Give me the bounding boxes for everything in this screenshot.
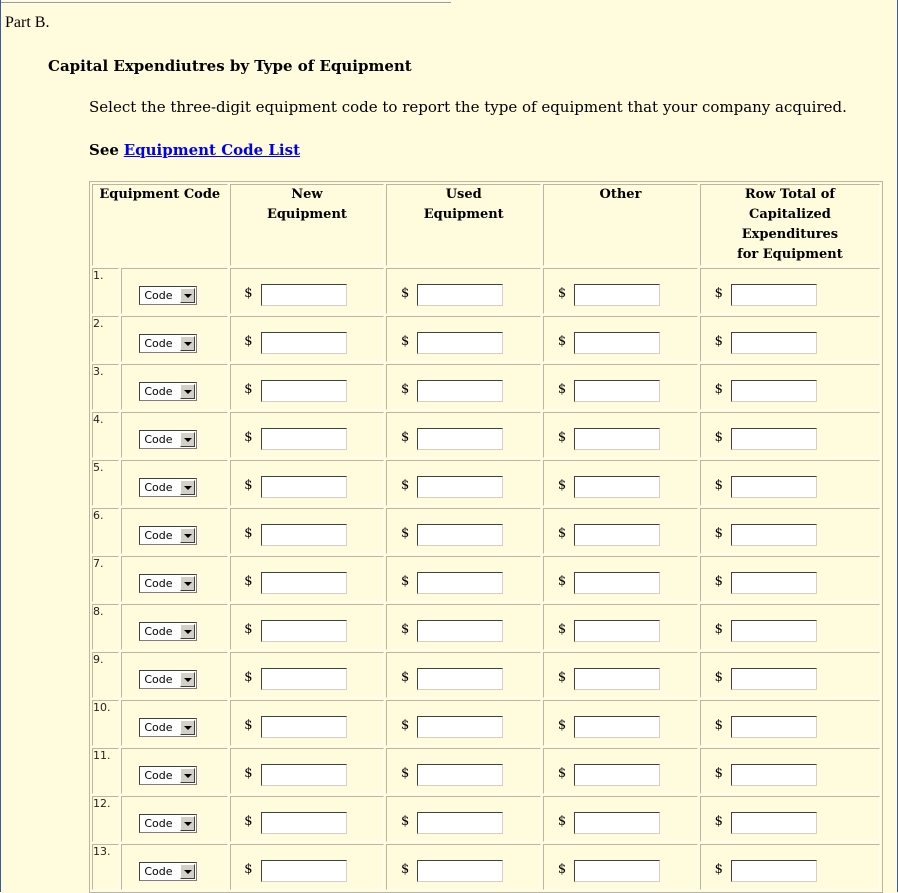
code-cell: [121, 844, 227, 890]
other-cell: [543, 604, 698, 650]
row-total-input[interactable]: [731, 620, 817, 642]
code-cell: [121, 748, 227, 794]
chevron-down-icon[interactable]: [180, 816, 195, 831]
table-row: [92, 508, 880, 554]
used-equipment-input[interactable]: [417, 428, 503, 450]
used-equipment-cell: [386, 748, 541, 794]
row-total-input[interactable]: [731, 428, 817, 450]
other-cell: [543, 796, 698, 842]
other-cell: [543, 316, 698, 362]
table-row: [92, 556, 880, 602]
table-row: [92, 700, 880, 746]
row-total-cell: [700, 412, 880, 458]
row-total-cell: [700, 364, 880, 410]
select-value: Code: [144, 288, 173, 302]
code-cell: [121, 700, 227, 746]
dollar-sign: $: [714, 621, 723, 637]
dollar-sign: $: [557, 573, 567, 589]
dollar-sign: $: [244, 573, 253, 589]
table-row: [92, 268, 880, 314]
used-equipment-input[interactable]: [417, 860, 503, 882]
header-code-text: Equipment Code: [99, 187, 221, 202]
select-value: Code: [144, 384, 173, 398]
header-used-line1: Used: [445, 187, 482, 202]
new-equipment-cell: [230, 508, 385, 554]
other-input[interactable]: [574, 716, 660, 738]
new-equipment-input[interactable]: [261, 572, 347, 594]
dollar-sign: $: [244, 717, 253, 733]
new-equipment-cell: [230, 604, 385, 650]
new-equipment-input[interactable]: [261, 284, 347, 306]
row-total-cell: [700, 844, 880, 890]
other-cell: [543, 508, 698, 554]
chevron-down-icon[interactable]: [180, 336, 195, 351]
new-equipment-cell: [230, 316, 385, 362]
table-row: [92, 364, 880, 410]
dollar-sign: $: [244, 621, 253, 637]
code-cell: [121, 556, 227, 602]
other-cell: [543, 556, 698, 602]
used-equipment-cell: [386, 412, 541, 458]
other-input[interactable]: [574, 812, 660, 834]
row-total-input[interactable]: [731, 332, 817, 354]
other-cell: [543, 652, 698, 698]
chevron-down-icon[interactable]: [180, 576, 195, 591]
row-number: 5.: [92, 460, 119, 506]
top-divider: [1, 2, 451, 4]
dollar-sign: $: [244, 861, 253, 877]
dollar-sign: $: [401, 861, 410, 877]
row-total-cell: [700, 748, 880, 794]
code-cell: [121, 364, 227, 410]
used-equipment-input[interactable]: [417, 620, 503, 642]
chevron-down-icon[interactable]: [180, 672, 195, 687]
row-number: 13.: [92, 844, 119, 890]
other-input[interactable]: [574, 860, 660, 882]
dollar-sign: $: [244, 813, 253, 829]
dollar-sign: $: [714, 717, 723, 733]
row-number: 2.: [92, 316, 119, 362]
dollar-sign: $: [714, 765, 723, 781]
row-number: 8.: [92, 604, 119, 650]
table-body: [92, 268, 880, 890]
dollar-sign: $: [401, 621, 410, 637]
select-value: Code: [144, 336, 173, 350]
see-prefix: See: [89, 141, 119, 159]
header-new-line1: New: [291, 187, 323, 202]
row-number: 1.: [92, 268, 119, 314]
chevron-down-icon[interactable]: [180, 528, 195, 543]
dollar-sign: $: [401, 669, 410, 685]
used-equipment-input[interactable]: [417, 716, 503, 738]
equipment-code-select[interactable]: [139, 670, 197, 689]
other-cell: [543, 412, 698, 458]
other-input[interactable]: [574, 764, 660, 786]
equipment-code-select[interactable]: [139, 286, 197, 305]
new-equipment-input[interactable]: [261, 524, 347, 546]
dollar-sign: $: [714, 861, 723, 877]
dollar-sign: $: [714, 813, 723, 829]
row-number: 6.: [92, 508, 119, 554]
select-value: Code: [144, 672, 173, 686]
table-row: [92, 844, 880, 890]
new-equipment-input[interactable]: [261, 860, 347, 882]
new-equipment-input[interactable]: [261, 812, 347, 834]
other-input[interactable]: [574, 332, 660, 354]
code-cell: [121, 796, 227, 842]
row-total-cell: [700, 796, 880, 842]
row-total-input[interactable]: [731, 764, 817, 786]
code-cell: [121, 460, 227, 506]
header-equipment-code: [92, 184, 228, 266]
new-equipment-cell: [230, 460, 385, 506]
header-other-text: Other: [599, 187, 642, 202]
chevron-down-icon[interactable]: [180, 480, 195, 495]
dollar-sign: $: [401, 477, 410, 493]
select-value: Code: [144, 864, 173, 878]
new-equipment-cell: [230, 556, 385, 602]
table-row: [92, 652, 880, 698]
used-equipment-input[interactable]: [417, 476, 503, 498]
new-equipment-cell: [230, 844, 385, 890]
other-input[interactable]: [574, 428, 660, 450]
used-equipment-input[interactable]: [417, 380, 503, 402]
table-row: [92, 316, 880, 362]
equipment-code-select[interactable]: [139, 574, 197, 593]
dollar-sign: $: [401, 573, 410, 589]
select-value: Code: [144, 768, 173, 782]
other-input[interactable]: [574, 476, 660, 498]
header-other: [543, 184, 698, 266]
other-input[interactable]: [574, 572, 660, 594]
dollar-sign: $: [401, 717, 410, 733]
used-equipment-cell: [386, 604, 541, 650]
used-equipment-cell: [386, 556, 541, 602]
row-number: 7.: [92, 556, 119, 602]
new-equipment-cell: [230, 364, 385, 410]
select-value: Code: [144, 576, 173, 590]
row-total-input[interactable]: [731, 380, 817, 402]
code-cell: [121, 412, 227, 458]
dollar-sign: $: [401, 813, 410, 829]
new-equipment-cell: [230, 268, 385, 314]
row-total-input[interactable]: [731, 284, 817, 306]
used-equipment-cell: [386, 364, 541, 410]
used-equipment-cell: [386, 316, 541, 362]
select-value: Code: [144, 528, 173, 542]
new-equipment-cell: [230, 700, 385, 746]
dollar-sign: $: [557, 429, 567, 445]
row-total-cell: [700, 268, 880, 314]
other-input[interactable]: [574, 524, 660, 546]
equipment-code-select[interactable]: [139, 382, 197, 401]
dollar-sign: $: [401, 765, 410, 781]
dollar-sign: $: [714, 333, 723, 349]
header-total-line3: for Equipment: [737, 247, 843, 262]
chevron-down-icon[interactable]: [180, 720, 195, 735]
row-number: 3.: [92, 364, 119, 410]
other-cell: [543, 268, 698, 314]
dollar-sign: $: [244, 765, 253, 781]
new-equipment-cell: [230, 652, 385, 698]
header-row: [92, 184, 880, 266]
dollar-sign: $: [714, 669, 723, 685]
header-used-equipment: [386, 184, 541, 266]
new-equipment-input[interactable]: [261, 476, 347, 498]
header-total-line1: Row Total of: [744, 187, 836, 202]
select-value: Code: [144, 480, 173, 494]
header-new-line2: Equipment: [266, 207, 347, 222]
dollar-sign: $: [557, 621, 567, 637]
dollar-sign: $: [557, 861, 567, 877]
code-cell: [121, 652, 227, 698]
dollar-sign: $: [401, 429, 410, 445]
used-equipment-input[interactable]: [417, 572, 503, 594]
used-equipment-input[interactable]: [417, 812, 503, 834]
code-cell: [121, 268, 227, 314]
header-used-line2: Equipment: [423, 207, 504, 222]
equipment-code-select[interactable]: [139, 430, 197, 449]
row-total-input[interactable]: [731, 716, 817, 738]
select-value: Code: [144, 624, 173, 638]
other-cell: [543, 844, 698, 890]
used-equipment-cell: [386, 796, 541, 842]
other-cell: [543, 748, 698, 794]
row-total-input[interactable]: [731, 860, 817, 882]
row-number: 11.: [92, 748, 119, 794]
used-equipment-cell: [386, 508, 541, 554]
header-total-line2: Capitalized Expenditures: [741, 207, 839, 242]
code-cell: [121, 604, 227, 650]
part-label: Part B.: [5, 14, 50, 31]
dollar-sign: $: [557, 333, 567, 349]
section-title: Capital Expendiutres by Type of Equipment: [48, 57, 412, 75]
new-equipment-input[interactable]: [261, 428, 347, 450]
instruction-text: Select the three-digit equipment code to report the type of equipment that your company acquired.: [89, 98, 847, 116]
other-input[interactable]: [574, 284, 660, 306]
dollar-sign: $: [401, 525, 410, 541]
dollar-sign: $: [244, 669, 253, 685]
dollar-sign: $: [244, 381, 253, 397]
equipment-code-select[interactable]: [139, 334, 197, 353]
row-total-cell: [700, 652, 880, 698]
used-equipment-input[interactable]: [417, 284, 503, 306]
chevron-down-icon[interactable]: [180, 384, 195, 399]
used-equipment-cell: [386, 844, 541, 890]
other-cell: [543, 700, 698, 746]
row-number: 12.: [92, 796, 119, 842]
equipment-code-select[interactable]: [139, 478, 197, 497]
row-total-cell: [700, 700, 880, 746]
used-equipment-cell: [386, 268, 541, 314]
dollar-sign: $: [557, 477, 567, 493]
new-equipment-input[interactable]: [261, 764, 347, 786]
chevron-down-icon[interactable]: [180, 768, 195, 783]
chevron-down-icon[interactable]: [180, 432, 195, 447]
other-input[interactable]: [574, 668, 660, 690]
dollar-sign: $: [557, 717, 567, 733]
dollar-sign: $: [714, 573, 723, 589]
header-row-total: [700, 184, 880, 266]
row-number: 9.: [92, 652, 119, 698]
used-equipment-input[interactable]: [417, 524, 503, 546]
select-value: Code: [144, 432, 173, 446]
new-equipment-input[interactable]: [261, 668, 347, 690]
new-equipment-cell: [230, 748, 385, 794]
used-equipment-input[interactable]: [417, 764, 503, 786]
dollar-sign: $: [557, 525, 567, 541]
row-total-input[interactable]: [731, 524, 817, 546]
row-total-input[interactable]: [731, 812, 817, 834]
chevron-down-icon[interactable]: [180, 288, 195, 303]
select-value: Code: [144, 816, 173, 830]
dollar-sign: $: [244, 429, 253, 445]
equipment-code-list-link[interactable]: Equipment Code List: [123, 141, 301, 159]
equipment-table: [89, 181, 883, 893]
equipment-code-select[interactable]: [139, 526, 197, 545]
other-input[interactable]: [574, 620, 660, 642]
table-row: [92, 796, 880, 842]
equipment-code-select[interactable]: [139, 862, 197, 881]
row-total-cell: [700, 556, 880, 602]
dollar-sign: $: [557, 285, 567, 301]
equipment-code-select[interactable]: [139, 766, 197, 785]
row-number: 4.: [92, 412, 119, 458]
dollar-sign: $: [557, 813, 567, 829]
dollar-sign: $: [557, 765, 567, 781]
equipment-code-select[interactable]: [139, 718, 197, 737]
row-total-cell: [700, 316, 880, 362]
dollar-sign: $: [244, 477, 253, 493]
equipment-code-select[interactable]: [139, 622, 197, 641]
dollar-sign: $: [714, 525, 723, 541]
new-equipment-input[interactable]: [261, 332, 347, 354]
used-equipment-input[interactable]: [417, 668, 503, 690]
row-number: 10.: [92, 700, 119, 746]
dollar-sign: $: [244, 525, 253, 541]
used-equipment-cell: [386, 652, 541, 698]
new-equipment-cell: [230, 412, 385, 458]
dollar-sign: $: [244, 285, 253, 301]
dollar-sign: $: [401, 285, 410, 301]
chevron-down-icon[interactable]: [180, 864, 195, 879]
table-row: [92, 412, 880, 458]
other-cell: [543, 364, 698, 410]
header-new-equipment: [230, 184, 385, 266]
used-equipment-cell: [386, 460, 541, 506]
table-row: [92, 604, 880, 650]
row-total-input[interactable]: [731, 668, 817, 690]
other-cell: [543, 460, 698, 506]
other-input[interactable]: [574, 380, 660, 402]
select-value: Code: [144, 720, 173, 734]
equipment-code-select[interactable]: [139, 814, 197, 833]
used-equipment-cell: [386, 700, 541, 746]
dollar-sign: $: [401, 333, 410, 349]
code-cell: [121, 508, 227, 554]
row-total-input[interactable]: [731, 476, 817, 498]
see-line: [89, 141, 300, 159]
code-cell: [121, 316, 227, 362]
used-equipment-input[interactable]: [417, 332, 503, 354]
dollar-sign: $: [714, 285, 723, 301]
row-total-cell: [700, 460, 880, 506]
new-equipment-cell: [230, 796, 385, 842]
dollar-sign: $: [714, 477, 723, 493]
dollar-sign: $: [557, 669, 567, 685]
chevron-down-icon[interactable]: [180, 624, 195, 639]
dollar-sign: $: [401, 381, 410, 397]
dollar-sign: $: [244, 333, 253, 349]
new-equipment-input[interactable]: [261, 716, 347, 738]
new-equipment-input[interactable]: [261, 380, 347, 402]
table-row: [92, 748, 880, 794]
row-total-cell: [700, 508, 880, 554]
row-total-cell: [700, 604, 880, 650]
dollar-sign: $: [714, 381, 723, 397]
row-total-input[interactable]: [731, 572, 817, 594]
table-row: [92, 460, 880, 506]
new-equipment-input[interactable]: [261, 620, 347, 642]
dollar-sign: $: [714, 429, 723, 445]
dollar-sign: $: [557, 381, 567, 397]
